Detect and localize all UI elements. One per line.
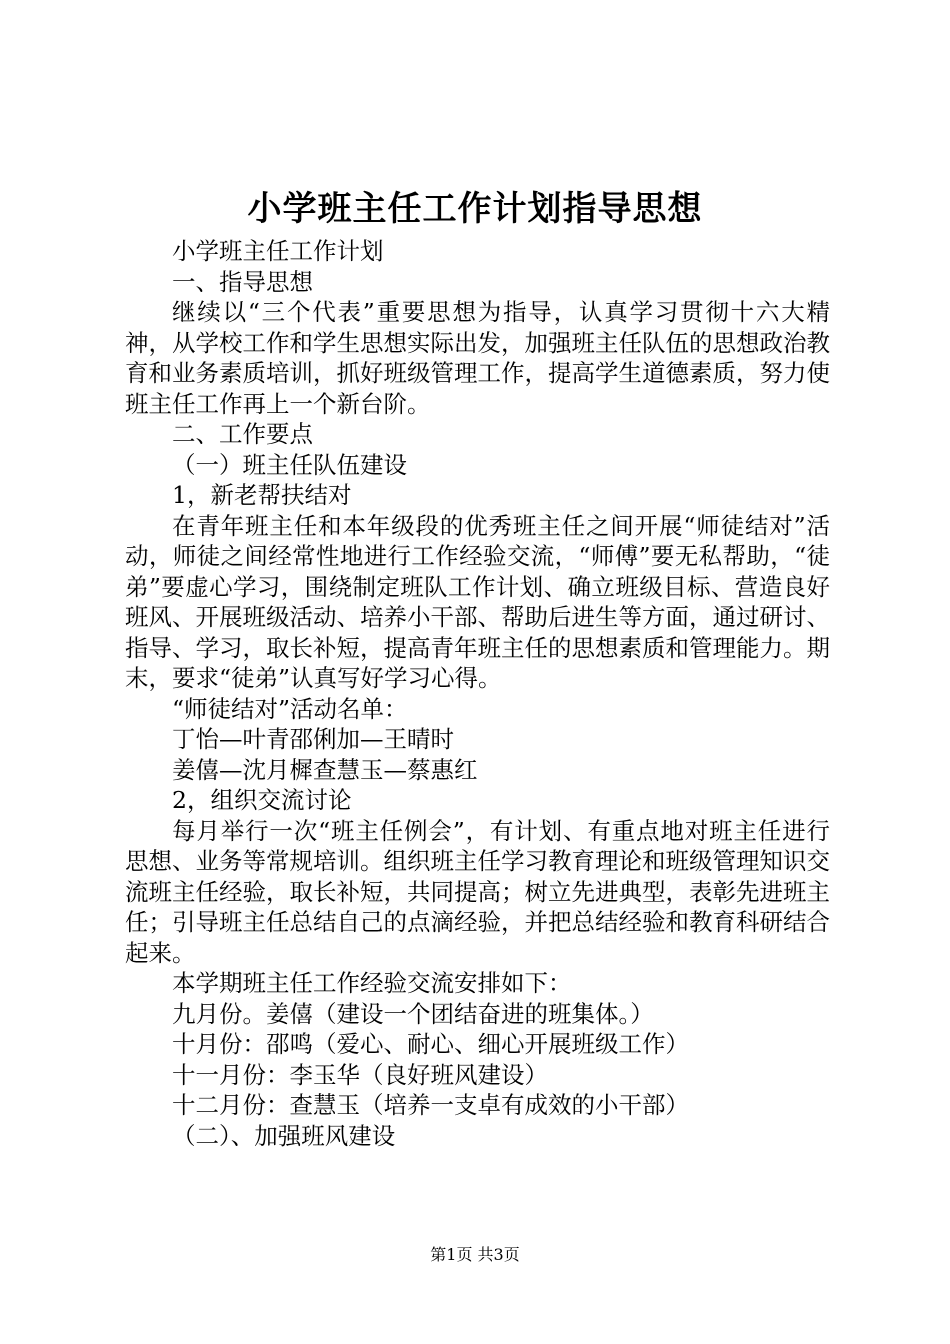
paragraph-subsection-1-heading: （一）班主任队伍建设 xyxy=(172,450,407,479)
paragraph-schedule-october: 十月份：邵鸣（爱心、耐心、细心开展班级工作） xyxy=(172,1030,689,1058)
paragraph-section-2-heading: 二、工作要点 xyxy=(172,420,313,448)
paragraph-item-2-heading: 2，组织交流讨论 xyxy=(172,786,352,814)
paragraph-schedule-heading: 本学期班主任工作经验交流安排如下： xyxy=(172,969,572,997)
paragraph-guiding-ideology: 继续以“三个代表”重要思想为指导，认真学习贯彻十六大精神，从学校工作和学生思想实际出发，加强班主任队伍的思想政治教育和业务素质培训，抓好班级管理工作，提高学生道德素质，努力使班主任工作再上一个新台阶。 xyxy=(125,298,830,418)
paragraph-schedule-november: 十一月份：李玉华（良好班风建设） xyxy=(172,1060,548,1089)
paragraph-schedule-september: 九月份。姜僖（建设一个团结奋进的班集体。） xyxy=(172,999,654,1028)
paragraph-section-1-heading: 一、指导思想 xyxy=(172,267,313,296)
paragraph-pairing-1: 丁怡—叶青邵俐加—王晴时 xyxy=(172,725,454,753)
paragraph-schedule-december: 十二月份：查慧玉（培养一支卓有成效的小干部） xyxy=(172,1091,689,1119)
document-body xyxy=(125,236,830,1151)
paragraph-pairing-2: 姜僖—沈月樨查慧玉—蔡惠红 xyxy=(172,755,478,784)
paragraph-pairing-list-heading: “师徒结对”活动名单： xyxy=(172,694,408,723)
paragraph-subtitle: 小学班主任工作计划 xyxy=(172,237,384,265)
document-title: 小学班主任工作计划指导思想 xyxy=(247,189,703,229)
paragraph-monthly-meeting: 每月举行一次“班主任例会”，有计划、有重点地对班主任进行思想、业务等常规培训。组织班主任学习教育理论和班级管理知识交流班主任经验，取长补短，共同提高；树立先进典型，表彰先进班主任；引导班主任总结自己的点滴经验，并把总结经验和教育科研结合起来。 xyxy=(125,816,830,967)
paragraph-subsection-2-heading: （二）、加强班风建设 xyxy=(172,1121,396,1150)
paragraph-item-1-heading: 1，新老帮扶结对 xyxy=(172,481,352,509)
paragraph-mentoring: 在青年班主任和本年级段的优秀班主任之间开展“师徒结对”活动，师徒之间经常性地进行工作经验交流，“师傅”要无私帮助，“徒弟”要虚心学习，围绕制定班队工作计划、确立班级目标、营造良好班风、开展班级活动、培养小干部、帮助后进生等方面，通过研讨、指导、学习，取长补短，提高青年班主任的思想素质和管理能力。期末，要求“徒弟”认真写好学习心得。 xyxy=(125,511,830,692)
page-footer: 第1页 共3页 xyxy=(430,1245,520,1264)
